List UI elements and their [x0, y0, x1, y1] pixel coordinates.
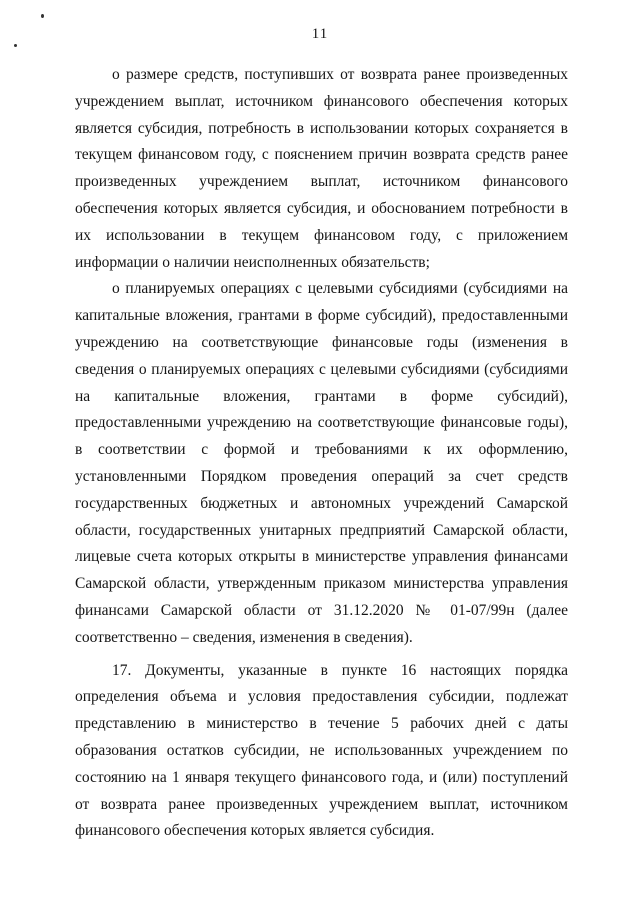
scan-speck [41, 14, 44, 18]
document-body [75, 62, 568, 845]
paragraph-refund-funds: о размере средств, поступивших от возврата ранее произведенных учреждением выплат, источником финансового обеспечения которых является субсидия, потребность в использовании которых сохраняется в текущем финансовом году, с пояснением причин возврата средств ранее произведенных учреждением выплат, источником финансового обеспечения которых является субсидия, и обоснованием потребности в их использовании в текущем финансовом году, с приложением информации о наличии неисполненных обязательств; [75, 66, 568, 271]
paragraph-planned-operations: о планируемых операциях с целевыми субсидиями (субсидиями на капитальные вложения, грантами в форме субсидий), предоставленными учреждению на соответствующие финансовые годы (изменения в сведения о планируемых операциях с целевыми субсидиями (субсидиями на капитальные вложения, грантами в форме субсидий), предоставленными учреждению на соответствующие финансовые годы), в соответствии с формой и требованиями к их оформлению, установленными Порядком проведения операций за счет средств государственных бюджетных и автономных учреждений Самарской области, государственных унитарных предприятий Самарской области, лицевые счета которых открыты в министерстве управления финансами Самарской области, утвержденным приказом министерства управления финансами Самарской области от 31.12.2020 № 01-07/99н (далее соответственно – сведения, изменения в сведения). [75, 280, 568, 646]
scan-speck [14, 44, 17, 47]
page-number: 11 [311, 26, 329, 42]
paragraph-item-17: 17. Документы, указанные в пункте 16 настоящих порядка определения объема и условия предоставления субсидии, подлежат представлению в министерство в течение 5 рабочих дней с даты образования остатков субсидии, не использованных учреждением по состоянию на 1 января текущего финансового года, и (или) поступлений от возврата ранее произведенных учреждением выплат, источником финансового обеспечения которых является субсидия. [75, 661, 568, 840]
